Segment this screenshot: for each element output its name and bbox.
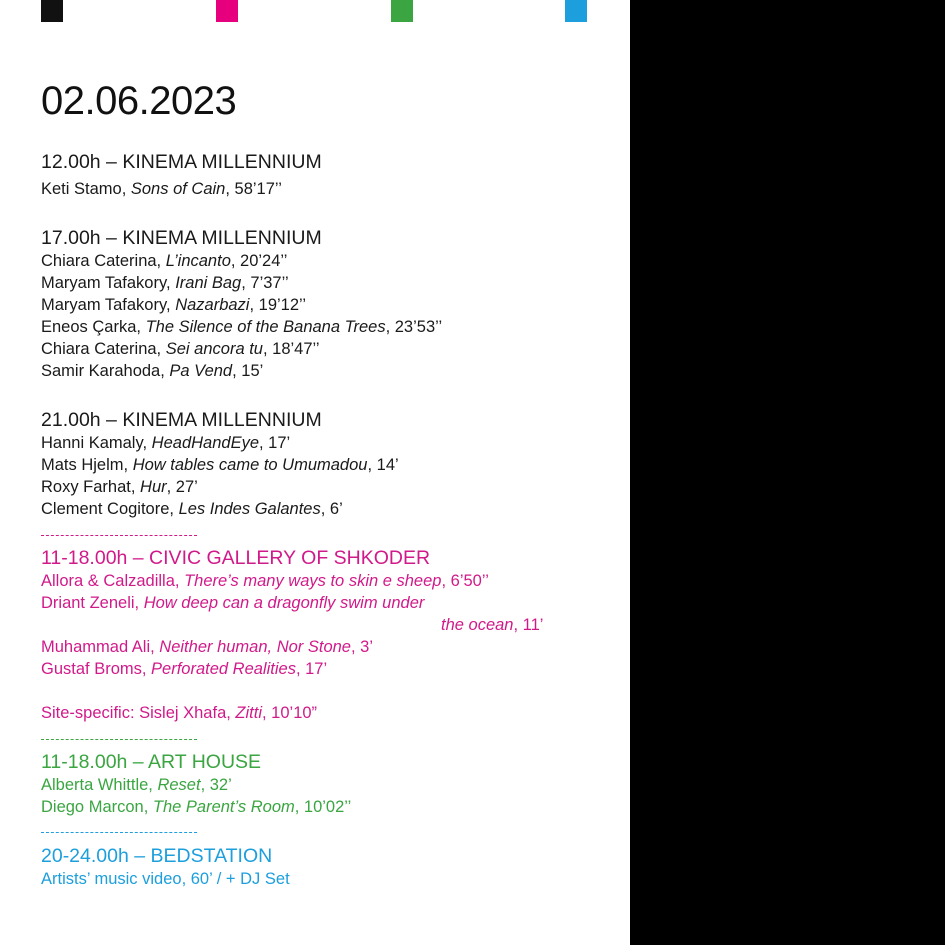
film-entry [41,360,621,382]
section-heading: 11-18.00h – CIVIC GALLERY OF SHKODER [41,547,431,569]
section-heading: 11-18.00h – ART HOUSE [41,751,262,773]
film-entry [41,570,621,592]
film-entry [41,432,621,454]
film-title: Reset [157,776,201,794]
film-entry [41,338,621,360]
film-artist: Clement Cogitore, [41,500,179,518]
film-artist: Samir Karahoda, [41,362,170,380]
film-title: Hur [140,478,167,496]
magenta-swatch [216,0,238,22]
film-artist: Roxy Farhat, [41,478,141,496]
film-artist: Diego Marcon, [41,798,153,816]
civic-gallery-section [41,546,621,724]
film-title: L’incanto [165,252,231,270]
film-title: Sons of Cain [130,180,226,198]
film-duration: , 14’ [367,456,399,474]
kinema-1700-section [41,226,621,382]
section-heading: 20-24.00h – BEDSTATION [41,845,273,867]
film-entry-continued [41,614,621,636]
film-entry [41,272,621,294]
film-duration: , 11’ [513,616,544,634]
film-artist: Muhammad Ali, [41,638,160,656]
film-duration: , 32’ [200,776,232,794]
film-entry [41,454,621,476]
film-artist: Keti Stamo, [41,180,131,198]
event-entry: Artists’ music video, 60’ / + DJ Set [41,870,290,888]
film-artist: Alberta Whittle, [41,776,158,794]
film-title: The Silence of the Banana Trees [145,318,386,336]
film-duration: , 58’17’’ [225,180,282,198]
green-swatch [391,0,413,22]
film-title: Sei ancora tu [165,340,263,358]
film-title: Nazarbazi [175,296,250,314]
film-title: The Parent’s Room [152,798,295,816]
film-artist: Site-specific: Sislej Xhafa, [41,704,236,722]
film-title: How deep can a dragonfly swim under [143,594,425,612]
section-heading: 17.00h – KINEMA MILLENNIUM [41,227,322,249]
film-title: the ocean [441,616,514,634]
site-specific-entry [41,702,621,724]
film-duration: , 17’ [295,660,328,678]
film-duration: , 3’ [350,638,373,656]
film-title: Neither human, Nor Stone [159,638,351,656]
film-entry [41,658,621,680]
film-artist: Mats Hjelm, [41,456,133,474]
art-house-section [41,750,621,818]
film-duration: , 6’ [320,500,343,518]
film-duration: , 18’47’’ [262,340,320,358]
section-heading: 21.00h – KINEMA MILLENNIUM [41,409,322,431]
section-divider [41,739,197,740]
film-artist: Maryam Tafakory, [41,274,176,292]
film-entry [41,476,621,498]
film-title: Les Indes Galantes [178,500,321,518]
film-artist: Eneos Çarka, [41,318,146,336]
film-duration: , 10’02’’ [294,798,352,816]
film-title: Pa Vend [169,362,233,380]
kinema-2100-section [41,408,621,520]
film-entry [41,250,621,272]
film-title: There’s many ways to skin e sheep [184,572,442,590]
section-heading: 12.00h – KINEMA MILLENNIUM [41,151,322,173]
film-entry [41,316,621,338]
film-title: Perforated Realities [151,660,296,678]
section-divider [41,832,197,833]
film-duration: , 19’12’’ [249,296,307,314]
film-entry [41,592,621,614]
film-artist: Chiara Caterina, [41,252,166,270]
section-divider [41,535,197,536]
film-duration: , 7’37’’ [241,274,289,292]
film-entry [41,774,621,796]
film-duration: , 27’ [166,478,198,496]
film-title: Zitti [235,704,263,722]
film-duration: , 10’10” [262,704,318,722]
film-duration: , 15’ [232,362,264,380]
film-duration: , 6’50’’ [441,572,489,590]
film-entry [41,796,621,818]
blue-swatch [565,0,587,22]
film-title: How tables came to Umumadou [132,456,368,474]
film-artist: Gustaf Broms, [41,660,152,678]
film-artist: Chiara Caterina, [41,340,166,358]
black-background-panel [630,0,945,945]
film-entry [41,636,621,658]
program-date: 02.06.2023 [41,79,237,123]
film-artist: Hanni Kamaly, [41,434,152,452]
film-artist: Allora & Calzadilla, [41,572,185,590]
film-title: HeadHandEye [151,434,259,452]
film-artist: Maryam Tafakory, [41,296,176,314]
black-swatch [41,0,63,22]
film-duration: , 23’53’’ [385,318,443,336]
film-entry [41,498,621,520]
kinema-1200-section [41,150,621,200]
bedstation-section [41,844,621,890]
film-entry [41,178,621,200]
film-artist: Driant Zeneli, [41,594,144,612]
film-duration: , 20’24’’ [230,252,288,270]
film-duration: , 17’ [259,434,291,452]
film-entry [41,294,621,316]
film-title: Irani Bag [175,274,242,292]
